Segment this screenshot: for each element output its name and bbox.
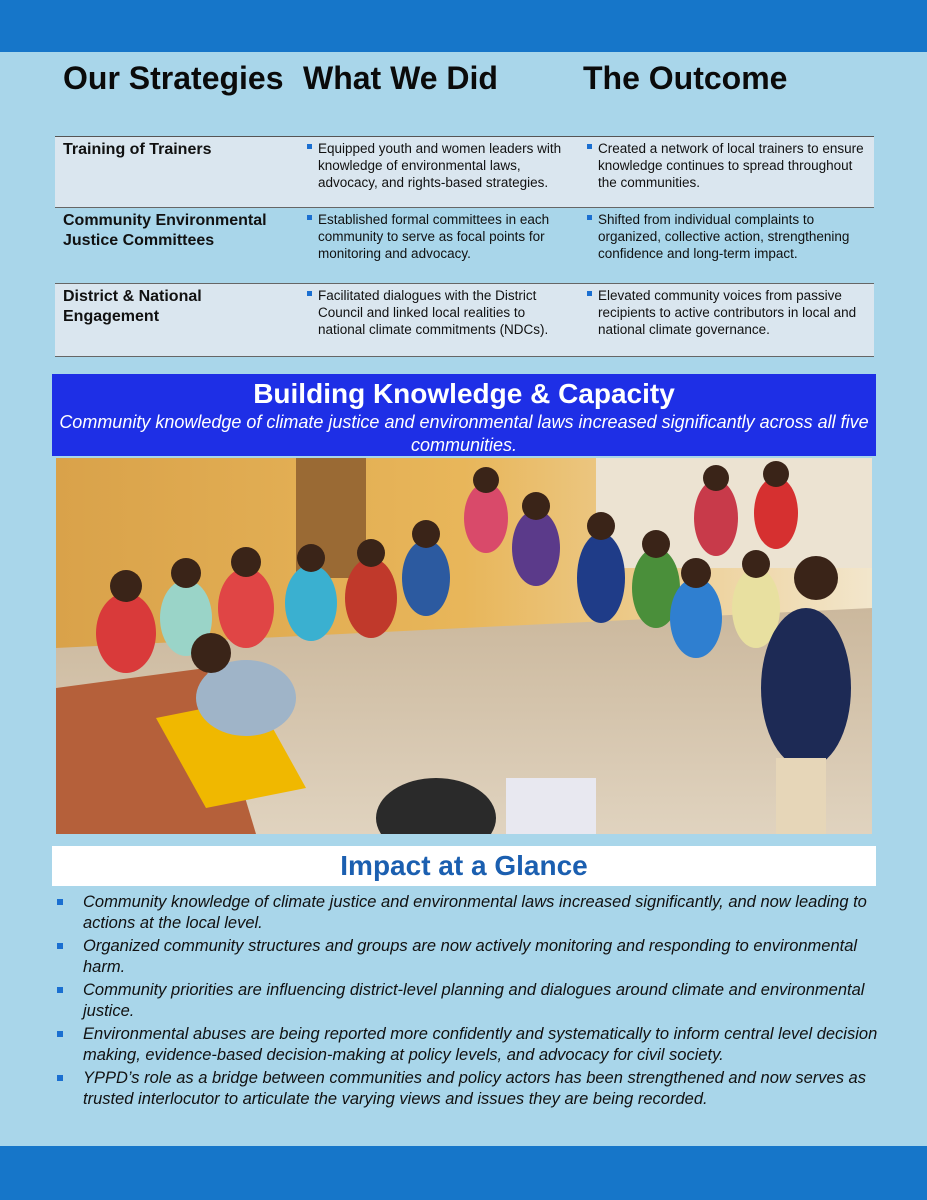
bullet-icon <box>307 144 312 149</box>
bullet-icon <box>307 215 312 220</box>
strategy-cell: Training of Trainers <box>63 141 212 158</box>
list-item: Environmental abuses are being reported more confidently and systematically to inform central level decision making, evidence-based decision-making at policy levels, and advocacy for civil society. <box>55 1024 880 1066</box>
impact-list <box>55 892 880 1112</box>
bullet-icon <box>307 291 312 296</box>
impact-title-box <box>52 846 876 886</box>
list-item: YPPD’s role as a bridge between communities and policy actors has been strengthened and now serves as trusted interlocutor to articulate the varying views and issues they are being recorded. <box>55 1068 880 1110</box>
bullet-icon <box>57 987 63 993</box>
table-headers <box>63 58 873 136</box>
outcome-cell: Shifted from individual complaints to organized, collective action, strengthening confidence and long-term impact. <box>587 211 870 262</box>
capacity-banner <box>52 374 876 456</box>
top-banner-bar <box>0 0 927 52</box>
community-training-photo <box>56 458 872 834</box>
table-row <box>55 284 874 357</box>
banner-subtitle: Community knowledge of climate justice and environmental laws increased significantly across all five communities. <box>59 412 869 455</box>
table-row <box>55 137 874 208</box>
bullet-icon <box>57 899 63 905</box>
outcome-cell: Elevated community voices from passive recipients to active contributors in local and national climate governance. <box>587 287 870 338</box>
bullet-icon <box>587 291 592 296</box>
header-outcome: The Outcome <box>583 60 788 96</box>
bullet-icon <box>587 215 592 220</box>
table-row <box>55 208 874 284</box>
what-we-did-cell: Equipped youth and women leaders with knowledge of environmental laws, advocacy, and rights-based strategies. <box>307 140 565 191</box>
what-we-did-cell: Established formal committees in each community to serve as focal points for monitoring and advocacy. <box>307 211 565 262</box>
list-item: Community knowledge of climate justice and environmental laws increased significantly, and now leading to actions at the local level. <box>55 892 880 934</box>
banner-title: Building Knowledge & Capacity <box>253 378 675 409</box>
outcome-cell: Created a network of local trainers to ensure knowledge continues to spread throughout the communities. <box>587 140 870 191</box>
what-we-did-cell: Facilitated dialogues with the District Council and linked local realities to national climate commitments (NDCs). <box>307 287 565 338</box>
bullet-icon <box>57 1031 63 1037</box>
header-what-we-did: What We Did <box>303 60 498 96</box>
list-item: Community priorities are influencing district-level planning and dialogues around climate and environmental justice. <box>55 980 880 1022</box>
bottom-banner-bar <box>0 1146 927 1200</box>
bullet-icon <box>57 1075 63 1081</box>
list-item: Organized community structures and groups are now actively monitoring and responding to environmental harm. <box>55 936 880 978</box>
bullet-icon <box>57 943 63 949</box>
impact-title: Impact at a Glance <box>340 850 588 881</box>
strategy-table <box>55 136 874 357</box>
strategy-cell: District & National Engagement <box>63 288 202 325</box>
bullet-icon <box>587 144 592 149</box>
strategy-cell: Community Environmental Justice Committees <box>63 212 267 249</box>
header-strategies: Our Strategies <box>63 60 284 96</box>
